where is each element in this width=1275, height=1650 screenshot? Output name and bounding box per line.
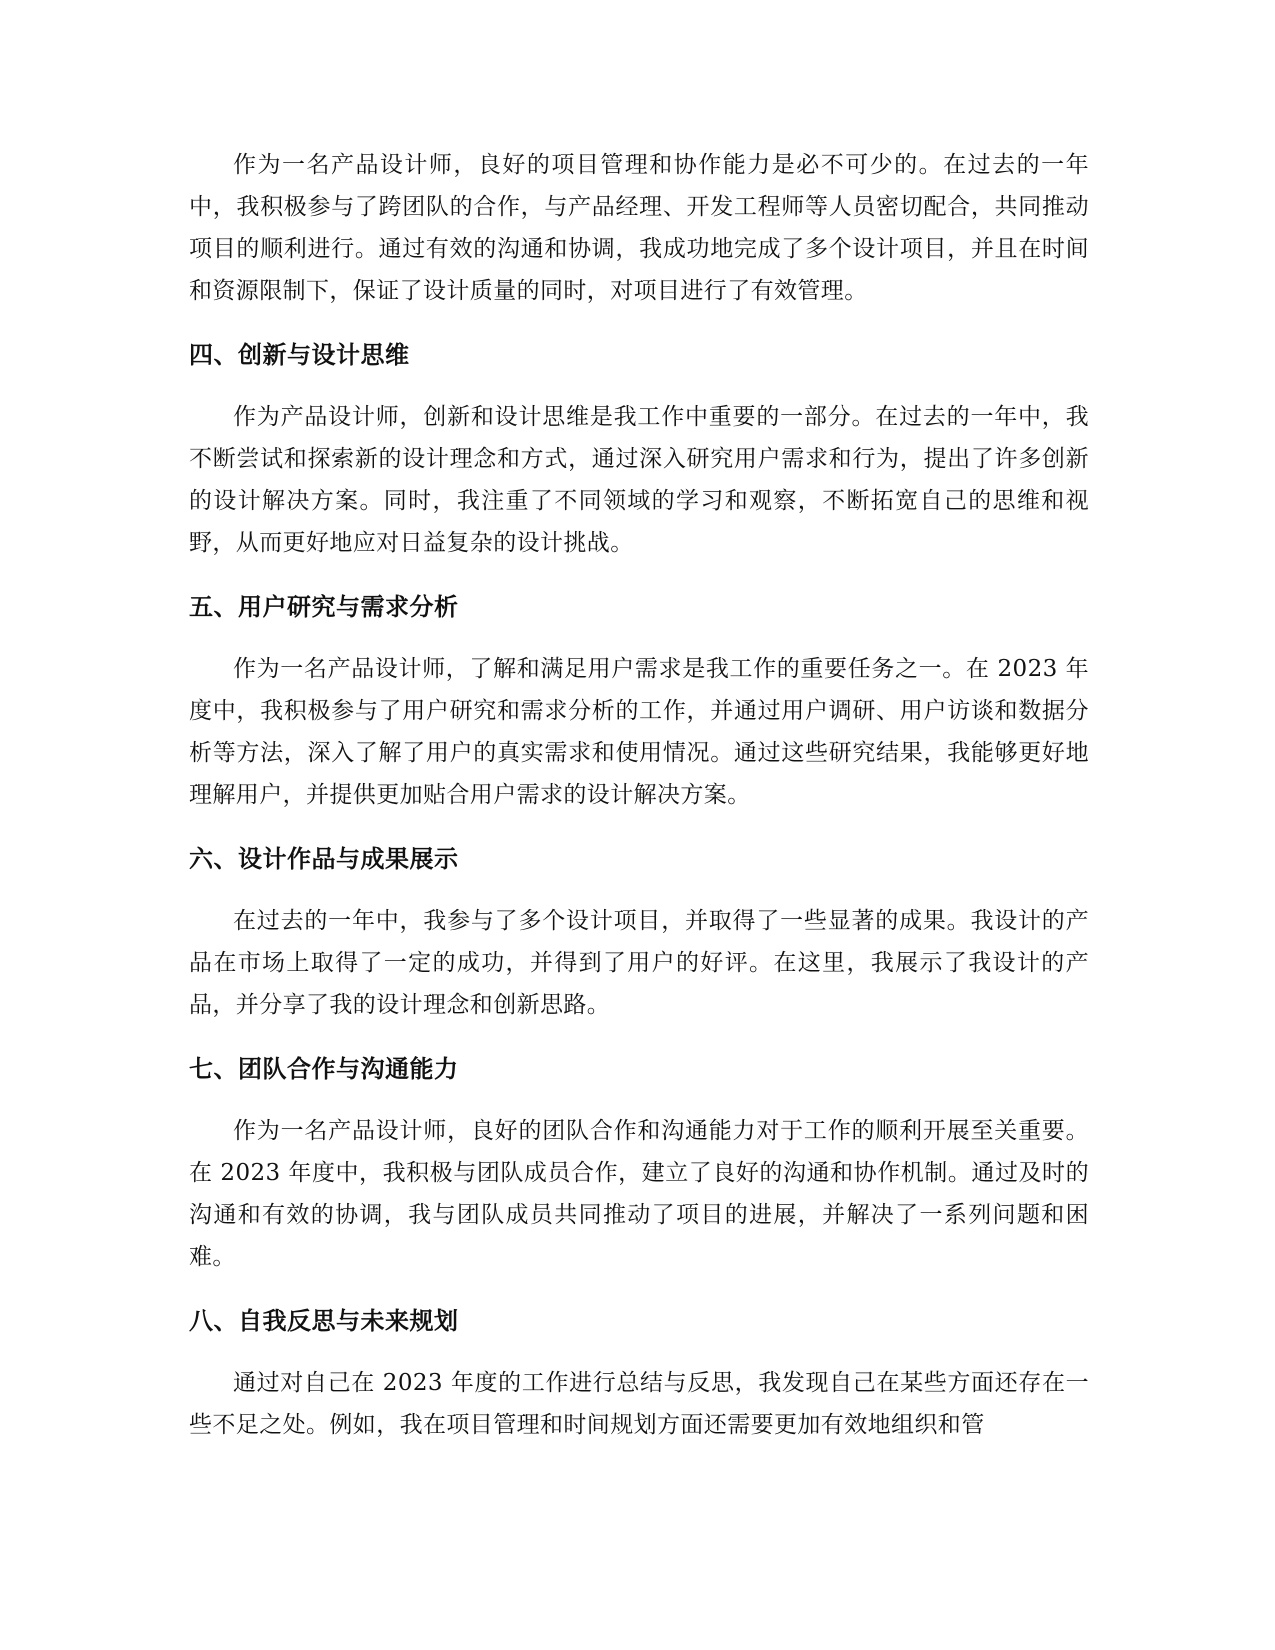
- section-body-teamwork: 作为一名产品设计师，良好的团队合作和沟通能力对于工作的顺利开展至关重要。在 2023 年度中，我积极与团队成员合作，建立了良好的沟通和协作机制。通过及时的沟通和有效的协调，我与团队成员共同推动了项目的进展，并解决了一系列问题和困难。: [189, 1118, 1089, 1270]
- section-heading-teamwork: 七、团队合作与沟通能力: [189, 1055, 459, 1083]
- section-heading-user-research: 五、用户研究与需求分析: [189, 593, 459, 621]
- intro-paragraph: 作为一名产品设计师，良好的项目管理和协作能力是必不可少的。在过去的一年中，我积极参与了跨团队的合作，与产品经理、开发工程师等人员密切配合，共同推动项目的顺利进行。通过有效的沟通和协调，我成功地完成了多个设计项目，并且在时间和资源限制下，保证了设计质量的同时，对项目进行了有效管理。: [189, 152, 1089, 304]
- section-body-design-works: 在过去的一年中，我参与了多个设计项目，并取得了一些显著的成果。我设计的产品在市场上取得了一定的成功，并得到了用户的好评。在这里，我展示了我设计的产品，并分享了我的设计理念和创新思路。: [189, 908, 1089, 1018]
- section-body-reflection: 通过对自己在 2023 年度的工作进行总结与反思，我发现自己在某些方面还存在一些不足之处。例如，我在项目管理和时间规划方面还需要更加有效地组织和管: [189, 1370, 1089, 1438]
- document-body: [189, 144, 1089, 1446]
- section-body-user-research: 作为一名产品设计师，了解和满足用户需求是我工作的重要任务之一。在 2023 年度中，我积极参与了用户研究和需求分析的工作，并通过用户调研、用户访谈和数据分析等方法，深入了解了用户的真实需求和使用情况。通过这些研究结果，我能够更好地理解用户，并提供更加贴合用户需求的设计解决方案。: [189, 656, 1089, 808]
- section-heading-reflection: 八、自我反思与未来规划: [189, 1307, 459, 1335]
- section-body-innovation: 作为产品设计师，创新和设计思维是我工作中重要的一部分。在过去的一年中，我不断尝试和探索新的设计理念和方式，通过深入研究用户需求和行为，提出了许多创新的设计解决方案。同时，我注重了不同领域的学习和观察，不断拓宽自己的思维和视野，从而更好地应对日益复杂的设计挑战。: [189, 404, 1089, 556]
- section-heading-design-works: 六、设计作品与成果展示: [189, 845, 459, 873]
- section-heading-innovation: 四、创新与设计思维: [189, 341, 410, 369]
